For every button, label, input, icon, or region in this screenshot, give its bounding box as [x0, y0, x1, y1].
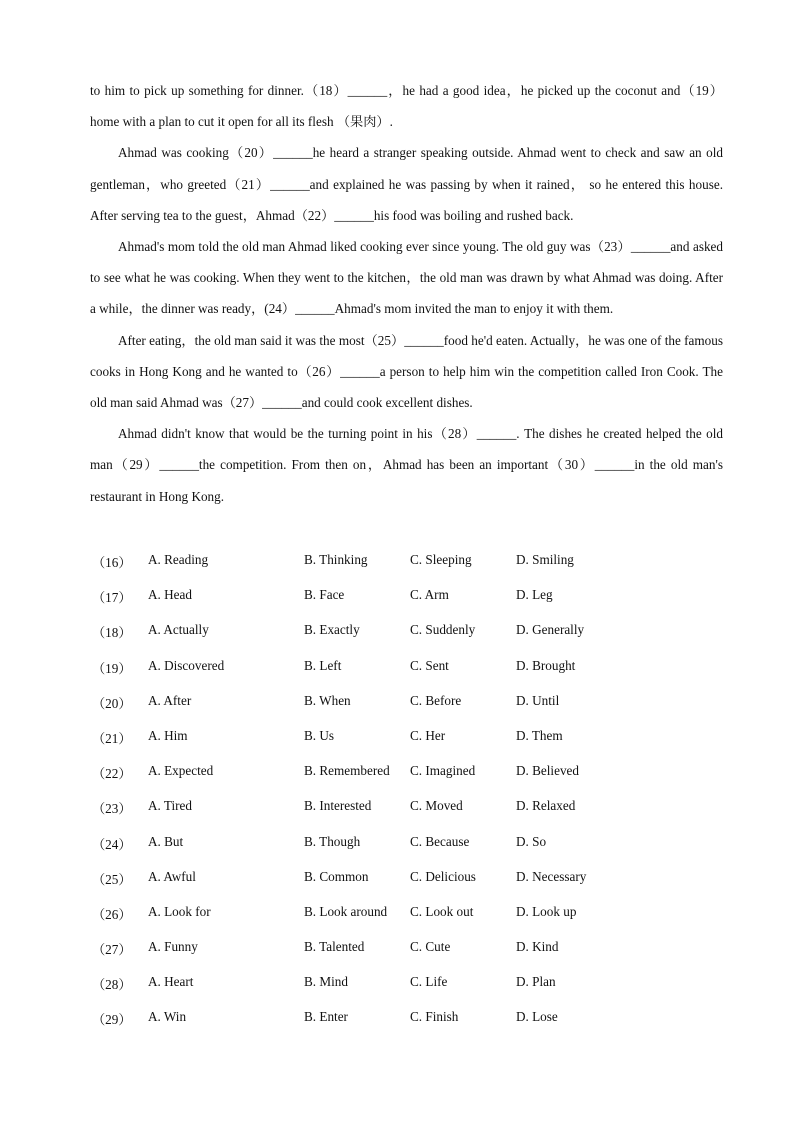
option-a: A. Expected	[148, 763, 214, 779]
option-a: A. Funny	[148, 939, 198, 955]
option-c: C. Her	[410, 727, 446, 743]
passage-paragraph-5: Ahmad didn't know that would be the turning point in his（28）______. The dishes he created helped the old man（29）______the competition. From then on，Ahmad has been an important（30）______in the old man's restaurant in Hong Kong.	[90, 426, 723, 504]
question-number: （27）	[92, 942, 132, 958]
question-number: （22）	[92, 766, 132, 782]
option-b: B. Enter	[304, 1009, 348, 1025]
option-a: A. Discovered	[148, 657, 225, 673]
option-b: B. Us	[304, 727, 335, 743]
option-b: B. Thinking	[304, 552, 368, 567]
option-b: B. Face	[304, 587, 345, 603]
reading-passage	[90, 75, 723, 512]
option-b: B. Left	[304, 657, 342, 673]
option-c: C. Sent	[410, 657, 449, 673]
question-number: （26）	[92, 906, 132, 922]
question-row-19	[0, 652, 794, 687]
passage-paragraph-4: After eating，the old man said it was the most（25）______food he'd eaten. Actually，he was one of the famous cooks in Hong Kong and he wanted to（26）______a person to help him win the competition called Iron Cook. The old man said Ahmad was（27）______and could cook excellent dishes.	[90, 332, 723, 411]
option-c: C. Before	[410, 692, 462, 708]
question-number: （17）	[92, 590, 132, 606]
option-b: B. When	[304, 692, 351, 708]
option-b: B. Interested	[304, 798, 372, 814]
option-c: C. Moved	[410, 798, 463, 814]
option-c: C. Finish	[410, 1009, 459, 1025]
option-b: B. Talented	[304, 939, 365, 955]
option-a: A. Head	[148, 587, 192, 603]
passage-paragraph-3: Ahmad's mom told the old man Ahmad liked cooking ever since young. The old guy was（23）______and asked to see what he was cooking. When they went to the kitchen，the old man was drawn by what Ahmad was doing. After a while，the dinner was ready，(24）______Ahmad's mom invited the man to enjoy it with them.	[90, 239, 723, 317]
option-d: D. Brought	[516, 657, 576, 673]
question-row-18	[0, 616, 794, 651]
option-d: D. Smiling	[516, 552, 574, 567]
option-b: B. Remembered	[304, 763, 390, 779]
question-number: （21）	[92, 730, 132, 746]
question-number: （24）	[92, 836, 132, 852]
question-row-16	[0, 546, 794, 581]
question-number: （20）	[92, 695, 132, 711]
question-number: （28）	[92, 977, 132, 993]
option-c: C. Imagined	[410, 763, 476, 779]
option-b: B. Mind	[304, 974, 348, 990]
option-c: C. Cute	[410, 939, 451, 955]
question-row-29	[0, 1003, 794, 1038]
option-d: D. So	[516, 833, 547, 849]
question-row-20	[0, 687, 794, 722]
option-a: A. Win	[148, 1009, 187, 1025]
option-a: A. Actually	[148, 622, 209, 638]
option-d: D. Believed	[516, 763, 579, 779]
option-b: B. Look around	[304, 903, 388, 919]
option-a: A. But	[148, 833, 184, 849]
option-a: A. Look for	[148, 903, 211, 919]
question-number: （29）	[92, 1012, 132, 1028]
question-row-23	[0, 792, 794, 827]
option-b: B. Though	[304, 833, 361, 849]
question-row-27	[0, 933, 794, 968]
question-number: （18）	[92, 625, 132, 641]
option-d: D. Plan	[516, 974, 556, 990]
option-c: C. Arm	[410, 587, 449, 603]
question-row-28	[0, 968, 794, 1003]
option-c: C. Because	[410, 833, 470, 849]
question-number: （25）	[92, 871, 132, 887]
option-a: A. After	[148, 692, 192, 708]
option-d: D. Look up	[516, 903, 577, 919]
question-row-24	[0, 828, 794, 863]
option-a: A. Heart	[148, 974, 194, 990]
option-a: A. Awful	[148, 868, 196, 884]
option-a: A. Him	[148, 727, 188, 743]
option-c: C. Delicious	[410, 868, 476, 884]
option-c: C. Sleeping	[410, 552, 472, 567]
answer-options-list	[0, 546, 794, 1039]
question-row-26	[0, 898, 794, 933]
option-d: D. Until	[516, 692, 560, 708]
option-d: D. Kind	[516, 939, 559, 955]
option-d: D. Them	[516, 727, 563, 743]
option-d: D. Lose	[516, 1009, 558, 1025]
option-b: B. Exactly	[304, 622, 360, 638]
option-d: D. Relaxed	[516, 798, 576, 814]
question-row-25	[0, 863, 794, 898]
question-row-21	[0, 722, 794, 757]
option-a: A. Reading	[148, 552, 209, 567]
question-row-17	[0, 581, 794, 616]
passage-paragraph-1: to him to pick up something for dinner.（18）______，he had a good idea，he picked up the coconut and（19）home with a plan to cut it open for all its flesh （果肉）.	[90, 83, 723, 130]
passage-paragraph-2: Ahmad was cooking（20）______he heard a stranger speaking outside. Ahmad went to check and saw an old gentleman，who greeted（21）______and explained he was passing by when it rained， so he entered this house. After serving tea to the guest，Ahmad（22）______his food was boiling and rushed back.	[90, 145, 723, 223]
option-d: D. Leg	[516, 587, 553, 603]
option-c: C. Life	[410, 974, 448, 990]
option-a: A. Tired	[148, 798, 192, 814]
question-row-22	[0, 757, 794, 792]
question-number: （16）	[92, 555, 132, 570]
option-c: C. Look out	[410, 903, 474, 919]
question-number: （19）	[92, 660, 132, 676]
option-d: D. Necessary	[516, 868, 587, 884]
option-b: B. Common	[304, 868, 369, 884]
option-c: C. Suddenly	[410, 622, 476, 638]
question-number: （23）	[92, 801, 132, 817]
option-d: D. Generally	[516, 622, 585, 638]
